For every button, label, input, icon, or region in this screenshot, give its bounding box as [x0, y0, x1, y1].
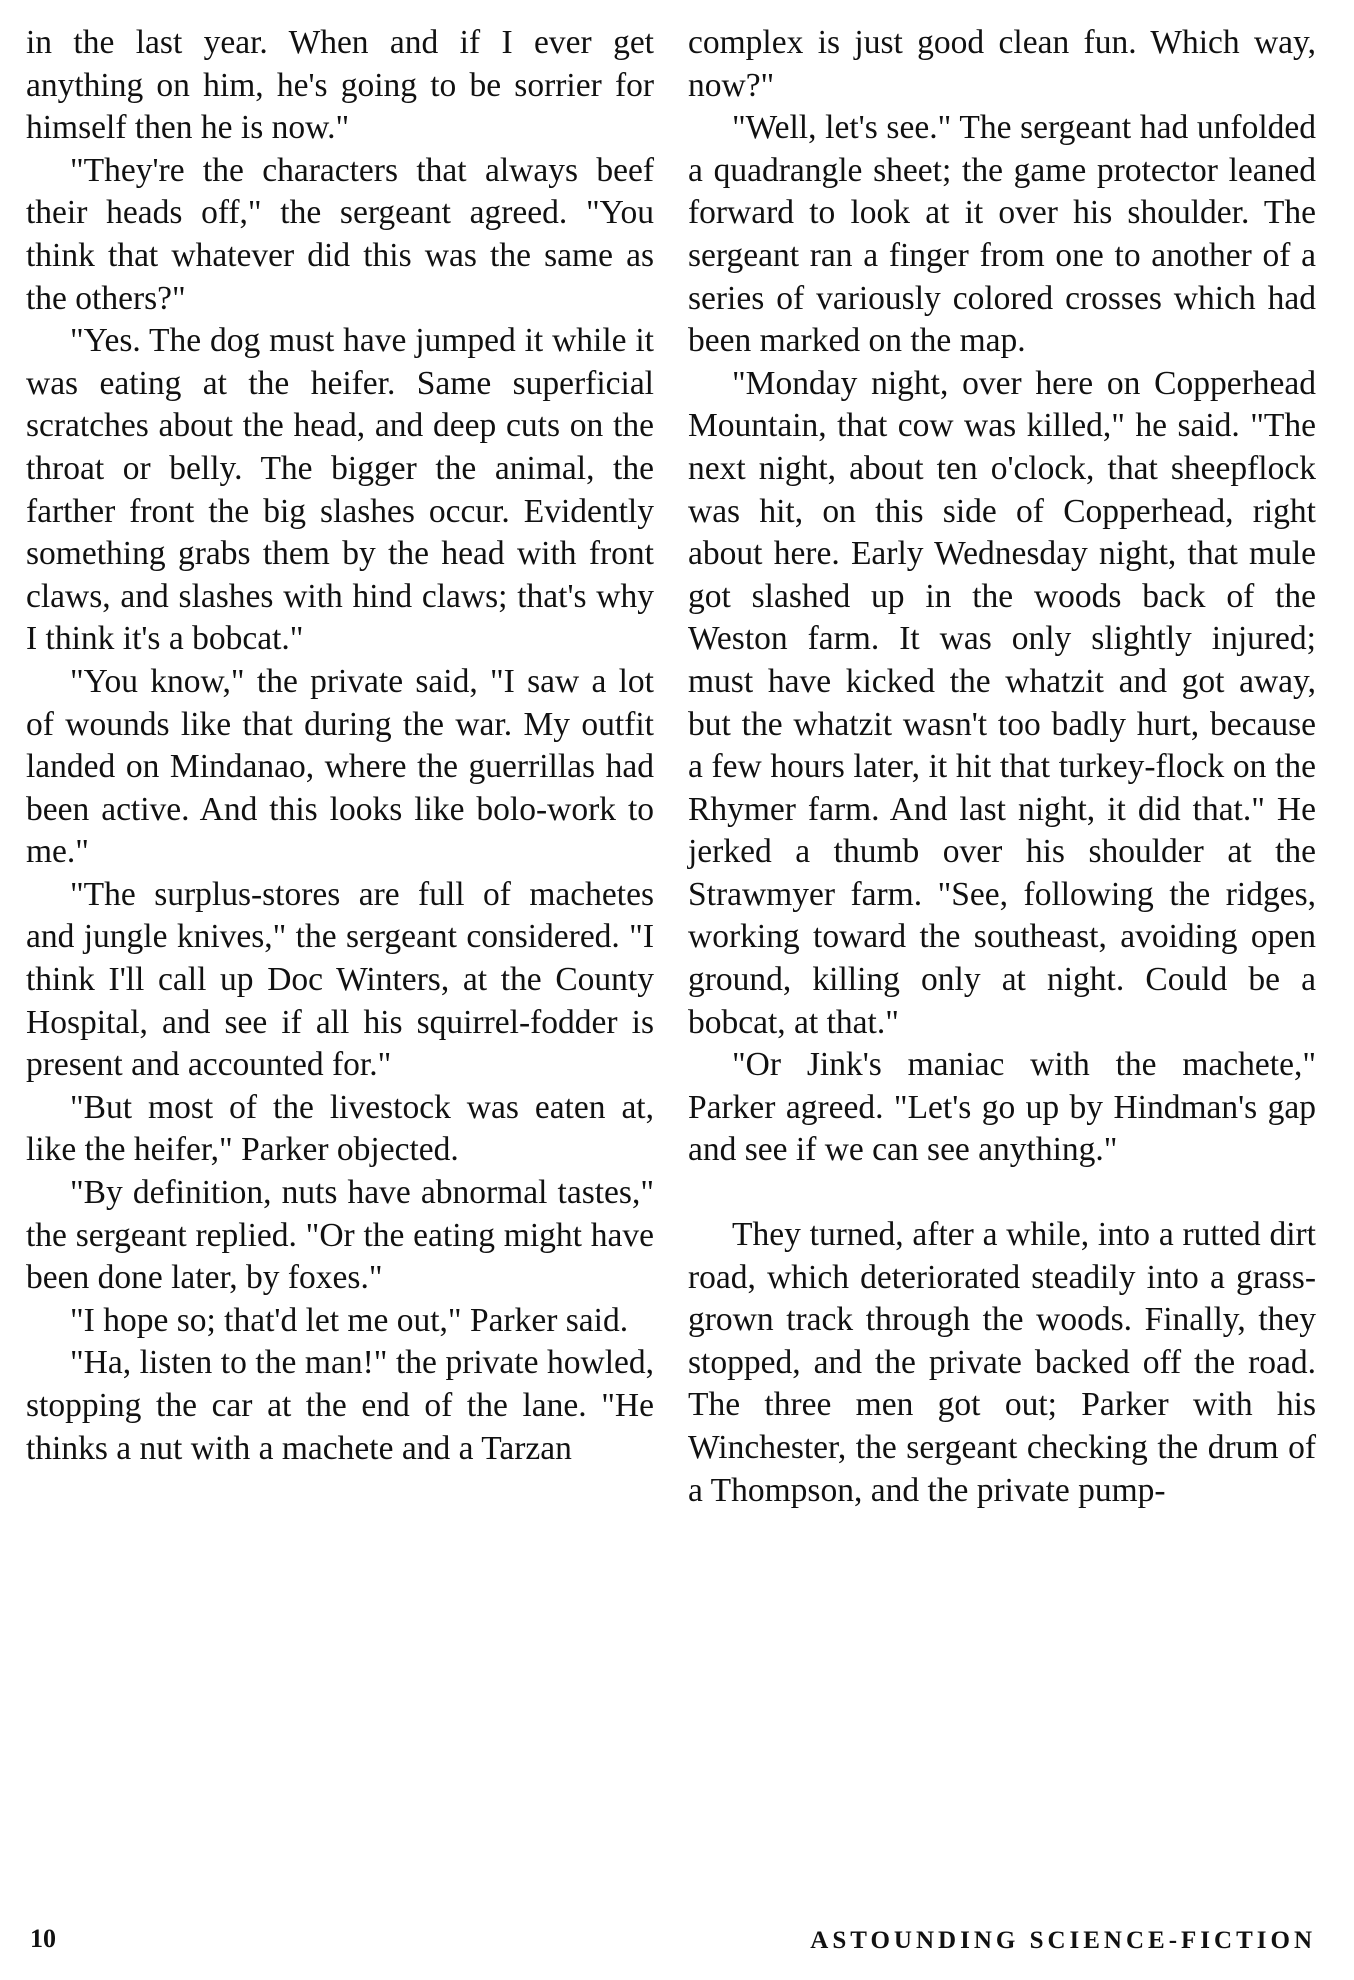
text-column-left — [26, 22, 654, 1470]
paragraph: "I hope so; that'd let me out," Parker said. — [70, 1301, 629, 1339]
paragraph: "Monday night, over here on Copperhead Mountain, that cow was killed," he said. "The next night, about ten o'clock, that sheepflock was hit, on this side of Copperhead, right about here. Early Wednesday night, that mule got slashed up in the woods back of the Weston farm. It was only slightly injured; must have kicked the whatzit and got away, but the whatzit wasn't too badly hurt, because a few hours later, it hit that turkey-flock on the Rhymer farm. And last night, it did that." He jerked a thumb over his shoulder at the Strawmyer farm. "See, following the ridges, working toward the southeast, avoiding open ground, killing only at night. Could be a bobcat, at that." — [688, 364, 1316, 1041]
paragraph: complex is just good clean fun. Which way, now?" — [688, 24, 1316, 104]
paragraph: "Or Jink's maniac with the machete," Parker agreed. "Let's go up by Hindman's gap and see if we can see anything." — [688, 1046, 1316, 1169]
paragraph: in the last year. When and if I ever get anything on him, he's going to be sorrier for himself then he is now." — [26, 24, 654, 147]
paragraph: "Yes. The dog must have jumped it while it was eating at the heifer. Same superficial scratches about the head, and deep cuts on the throat or belly. The bigger the animal, the farther front the big slashes occur. Evidently something grabs them by the head with front claws, and slashes with hind claws; that's why I think it's a bobcat." — [26, 322, 654, 658]
paragraph: "The surplus-stores are full of machetes and jungle knives," the sergeant considered. "I think I'll call up Doc Winters, at the County Hospital, and see if all his squirrel-fodder is present and accounted for." — [26, 875, 654, 1084]
paragraph: "By definition, nuts have abnormal tastes," the sergeant replied. "Or the eating might have been done later, by foxes." — [26, 1174, 654, 1297]
text-column-right — [688, 22, 1316, 1512]
paragraph: "Well, let's see." The sergeant had unfolded a quadrangle sheet; the game protector leaned forward to look at it over his shoulder. The sergeant ran a finger from one to another of a series of variously colored crosses which had been marked on the map. — [688, 109, 1316, 360]
paragraph-section-start: They turned, after a while, into a rutted dirt road, which deteriorated steadily into a grass-grown track through the woods. Finally, they stopped, and the private backed off the road. The three men got out; Parker with his Winchester, the sergeant checking the drum of a Thompson, and the private pump- — [688, 1216, 1316, 1509]
paragraph: "They're the characters that always beef their heads off," the sergeant agreed. "You think that whatever did this was the same as the others?" — [26, 151, 654, 317]
paragraph: "You know," the private said, "I saw a lot of wounds like that during the war. My outfit landed on Mindanao, where the guerrillas had been active. And this looks like bolo-work to me." — [26, 662, 654, 871]
paragraph: "But most of the livestock was eaten at, like the heifer," Parker objected. — [26, 1088, 654, 1169]
paragraph: "Ha, listen to the man!" the private howled, stopping the car at the end of the lane. "He thinks a nut with a machete and a Tarzan — [26, 1344, 654, 1467]
running-title: ASTOUNDING SCIENCE-FICTION — [810, 1927, 1316, 1954]
page-number: 10 — [30, 1924, 56, 1953]
